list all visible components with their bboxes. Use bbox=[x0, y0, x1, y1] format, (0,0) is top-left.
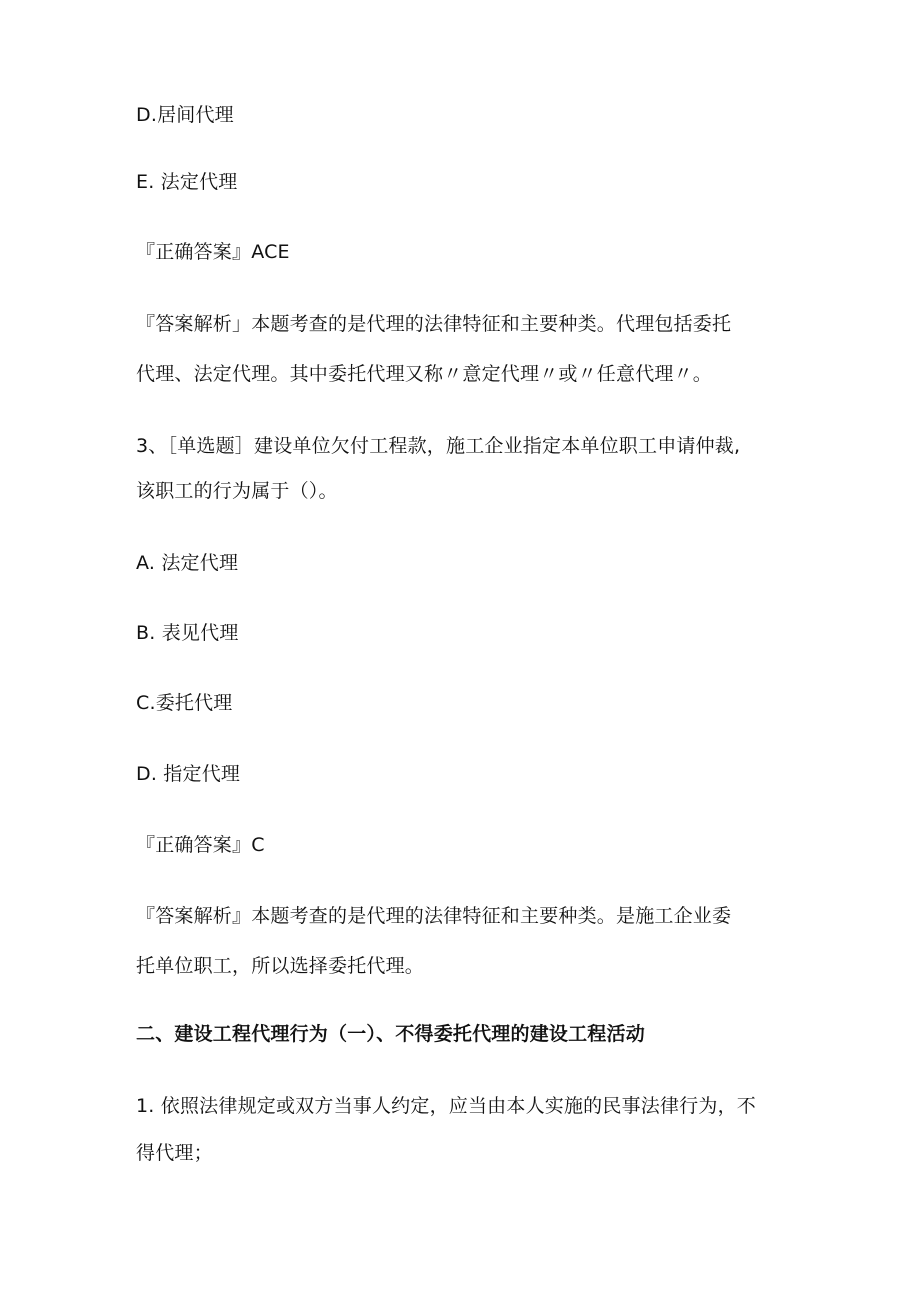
section-item1-line2: 得代理； bbox=[136, 1142, 213, 1164]
q3-analysis-line1: 『答案解析』本题考查的是代理的法律特征和主要种类。是施工企业委 bbox=[136, 905, 732, 927]
q3-stem-line2: 该职工的行为属于（）。 bbox=[136, 480, 338, 502]
q3-correct-answer: 『正确答案』C bbox=[136, 834, 265, 856]
q2-analysis-line2: 代理、法定代理。其中委托代理又称〃意定代理〃或〃任意代理〃。 bbox=[136, 363, 713, 385]
q2-option-d: D.居间代理 bbox=[136, 104, 234, 126]
section-heading: 二、建设工程代理行为（一）、不得委托代理的建设工程活动 bbox=[136, 1023, 645, 1045]
q2-analysis-line1: 『答案解析」本题考查的是代理的法律特征和主要种类。代理包括委托 bbox=[136, 313, 732, 335]
q2-correct-answer: 『正确答案』ACE bbox=[136, 241, 290, 263]
q3-option-a: A. 法定代理 bbox=[136, 552, 239, 574]
q3-option-c: C.委托代理 bbox=[136, 692, 233, 714]
q3-stem-line1: 3、［单选题］建设单位欠付工程款，施工企业指定本单位职工申请仲裁, bbox=[136, 435, 741, 457]
q3-option-d: D. 指定代理 bbox=[136, 763, 241, 785]
q3-option-b: B. 表见代理 bbox=[136, 622, 239, 644]
section-item1-line1: 1. 依照法律规定或双方当事人约定，应当由本人实施的民事法律行为，不 bbox=[136, 1095, 756, 1117]
q2-option-e: E. 法定代理 bbox=[136, 171, 238, 193]
q3-analysis-line2: 托单位职工，所以选择委托代理。 bbox=[136, 955, 425, 977]
